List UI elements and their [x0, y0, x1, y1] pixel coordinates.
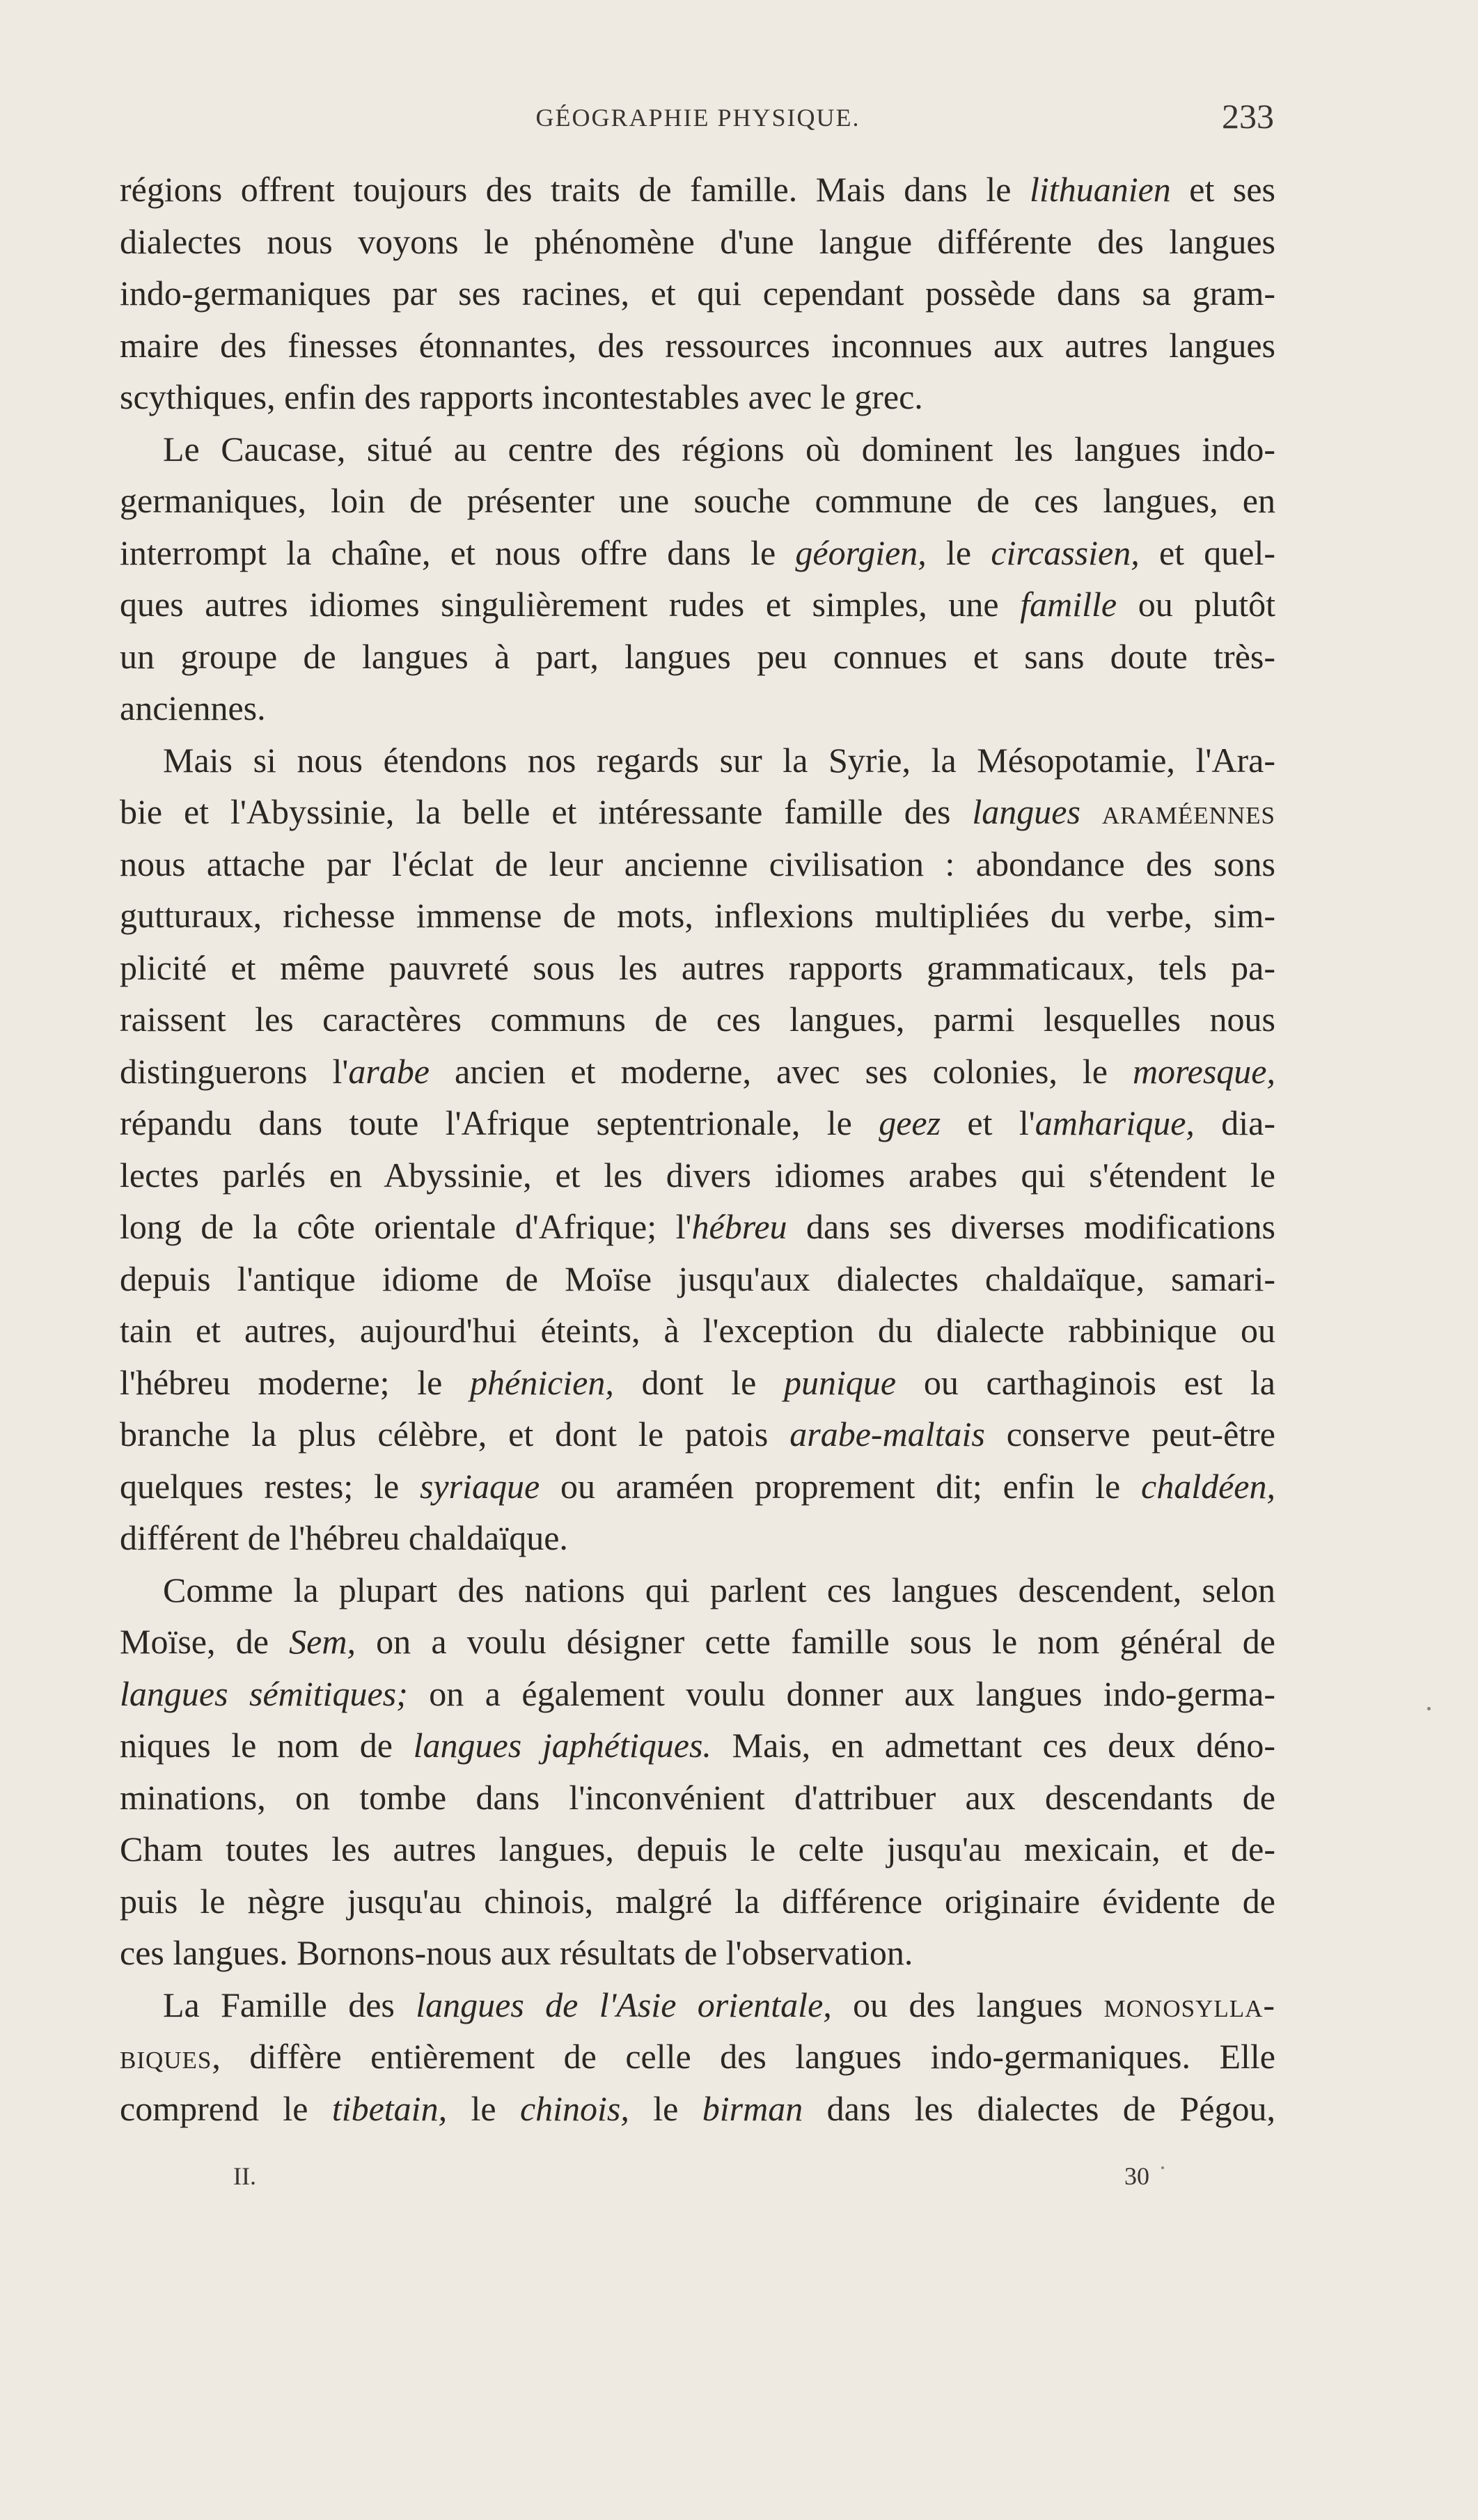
text-line [120, 1564, 1275, 1616]
italic-term: langues de l'Asie orientale, [416, 1985, 832, 2024]
text-segment: anciennes. [120, 688, 266, 727]
text-line [120, 1616, 1275, 1668]
text-segment: ques autres idiomes singulièrement rudes et simples, une [120, 585, 1021, 624]
paper-speck [1427, 1707, 1431, 1710]
italic-term: circassien, [991, 533, 1140, 572]
italic-term: moresque, [1132, 1051, 1275, 1091]
text-segment: ou des langues [831, 1985, 1104, 2024]
text-line [120, 1772, 1275, 1824]
text-segment: , diffère entièrement de celle des langues indo-germaniques. Elle [212, 2037, 1275, 2076]
text-segment: dialectes nous voyons le phénomène d'une langue différente des langues [120, 221, 1275, 261]
text-line [120, 1357, 1275, 1409]
italic-term: amharique, [1035, 1103, 1195, 1142]
text-segment: indo-germaniques par ses racines, et qui cependant possède dans sa gram- [120, 274, 1275, 313]
text-segment: Moïse, de [120, 1622, 290, 1661]
text-line [120, 267, 1275, 320]
text-line [120, 371, 1275, 423]
text-line [120, 1253, 1275, 1305]
text-line [120, 1668, 1275, 1720]
sheet-number: 30 [1124, 2162, 1149, 2190]
italic-term: hébreu [691, 1207, 787, 1246]
text-line [120, 631, 1275, 683]
text-line [120, 1305, 1275, 1357]
text-line [120, 1979, 1275, 2031]
text-segment: comprend le [120, 2088, 332, 2128]
small-caps-term: monosylla- [1103, 1985, 1275, 2024]
text-line [120, 2031, 1275, 2083]
italic-term: langues japhétiques. [413, 1726, 712, 1765]
text-segment: ou plutôt [1117, 585, 1275, 624]
text-segment [1080, 792, 1102, 831]
text-segment: interrompt la chaîne, et nous offre dans le [120, 533, 796, 572]
text-segment: et l' [941, 1103, 1035, 1142]
text-segment: ou araméen proprement dit; enfin le [540, 1466, 1142, 1506]
text-segment: ou carthaginois est la [896, 1362, 1275, 1402]
text-line [120, 2083, 1275, 2135]
signature-mark: II. [233, 2162, 256, 2190]
text-segment: branche la plus célèbre, et dont le patois [120, 1415, 790, 1454]
text-segment: différent de l'hébreu chaldaïque. [120, 1518, 568, 1557]
text-segment: germaniques, loin de présenter une souche commune de ces langues, en [120, 481, 1275, 520]
text-line [120, 1875, 1275, 1928]
text-segment: un groupe de langues à part, langues peu connues et sans doute très- [120, 636, 1275, 676]
body-text [120, 164, 1275, 2134]
text-line [120, 578, 1275, 631]
text-line [120, 734, 1275, 787]
text-segment: dans les dialectes de Pégou, [803, 2088, 1275, 2128]
italic-term: langues [972, 792, 1080, 831]
page-footer [122, 2161, 1274, 2196]
text-line [120, 216, 1275, 268]
text-segment: minations, on tombe dans l'inconvénient d'attribuer aux descendants de [120, 1777, 1275, 1817]
text-segment: dans ses diverses modifications [787, 1207, 1275, 1246]
paper-speck [1161, 2166, 1164, 2169]
text-segment: le [926, 533, 991, 572]
text-segment: scythiques, enfin des rapports incontestables avec le grec. [120, 377, 923, 416]
page-number: 233 [1222, 97, 1274, 136]
text-segment: bie et l'Abyssinie, la belle et intéressante famille des [120, 792, 973, 831]
text-segment: Comme la plupart des nations qui parlent ces langues descendent, selon [163, 1570, 1275, 1609]
text-segment: dia- [1194, 1103, 1275, 1142]
text-line [120, 1823, 1275, 1875]
text-segment: on a voulu désigner cette famille sous le nom général de [355, 1622, 1275, 1661]
italic-term: geez [879, 1103, 941, 1142]
text-segment: distinguerons l' [120, 1051, 349, 1091]
italic-term: arabe-maltais [789, 1415, 985, 1454]
text-segment: maire des finesses étonnantes, des ressources inconnues aux autres langues [120, 325, 1275, 365]
text-line [120, 890, 1275, 942]
italic-term: lithuanien [1030, 170, 1171, 209]
small-caps-term: biques [120, 2037, 212, 2076]
text-segment: le [629, 2088, 702, 2128]
text-segment: depuis l'antique idiome de Moïse jusqu'aux dialectes chaldaïque, samari- [120, 1259, 1275, 1298]
small-caps-term: araméennes [1101, 792, 1275, 831]
text-line [120, 1149, 1275, 1202]
text-line [120, 1201, 1275, 1253]
text-line [120, 423, 1275, 475]
text-line [120, 1097, 1275, 1149]
italic-term: Sem, [289, 1622, 356, 1661]
text-segment: répandu dans toute l'Afrique septentrionale, le [120, 1103, 879, 1142]
text-segment: tain et autres, aujourd'hui éteints, à l'exception du dialecte rabbinique ou [120, 1311, 1275, 1350]
text-line [120, 1512, 1275, 1564]
text-segment: lectes parlés en Abyssinie, et les divers idiomes arabes qui s'étendent le [120, 1155, 1275, 1195]
text-segment: ancien et moderne, avec ses colonies, le [430, 1051, 1133, 1091]
italic-term: birman [702, 2088, 803, 2128]
italic-term: tibetain, [331, 2088, 448, 2128]
text-line [120, 320, 1275, 372]
text-line [120, 1927, 1275, 1979]
text-line [120, 838, 1275, 890]
text-segment: Cham toutes les autres langues, depuis le celte jusqu'au mexicain, et de- [120, 1829, 1275, 1868]
text-segment: long de la côte orientale d'Afrique; l' [120, 1207, 692, 1246]
text-segment: régions offrent toujours des traits de famille. Mais dans le [120, 170, 1030, 209]
text-segment: nous attache par l'éclat de leur ancienne civilisation : abondance des sons [120, 844, 1275, 883]
italic-term: langues sémitiques; [120, 1674, 408, 1713]
text-segment: ces langues. Bornons-nous aux résultats de l'observation. [120, 1933, 913, 1972]
italic-term: famille [1020, 585, 1117, 624]
text-segment: La Famille des [163, 1985, 416, 2024]
italic-term: chinois, [519, 2088, 629, 2128]
text-line [120, 1408, 1275, 1460]
text-segment: et quel- [1139, 533, 1275, 572]
text-segment: niques le nom de [120, 1726, 414, 1765]
text-segment: on a également voulu donner aux langues indo-germa- [407, 1674, 1275, 1713]
italic-term: phénicien, [470, 1362, 614, 1402]
text-segment: Mais, en admettant ces deux déno- [711, 1726, 1275, 1765]
italic-term: syriaque [419, 1466, 540, 1506]
text-segment: plicité et même pauvreté sous les autres rapports grammaticaux, tels pa- [120, 947, 1275, 987]
running-head [122, 96, 1274, 138]
text-line [120, 786, 1275, 838]
text-segment: puis le nègre jusqu'au chinois, malgré la différence originaire évidente de [120, 1881, 1275, 1921]
text-segment: raissent les caractères communs de ces langues, parmi lesquelles nous [120, 1000, 1275, 1039]
text-line [120, 164, 1275, 216]
text-segment: Mais si nous étendons nos regards sur la Syrie, la Mésopotamie, l'Ara- [163, 740, 1275, 780]
text-segment: Le Caucase, situé au centre des régions où dominent les langues indo- [163, 429, 1275, 468]
text-line [120, 1046, 1275, 1098]
text-line [120, 1460, 1275, 1513]
text-segment: quelques restes; le [120, 1466, 420, 1506]
italic-term: punique [784, 1362, 897, 1402]
italic-term: arabe [348, 1051, 430, 1091]
text-line [120, 475, 1275, 527]
text-segment: l'hébreu moderne; le [120, 1362, 470, 1402]
running-title: GÉOGRAPHIE PHYSIQUE. [535, 104, 860, 132]
text-segment: dont le [613, 1362, 785, 1402]
text-segment: gutturaux, richesse immense de mots, inflexions multipliées du verbe, sim- [120, 896, 1275, 935]
text-line [120, 993, 1275, 1046]
text-line [120, 942, 1275, 994]
text-line [120, 527, 1275, 579]
text-segment: le [447, 2088, 520, 2128]
text-segment: conserve peut-être [984, 1415, 1275, 1454]
text-line [120, 682, 1275, 734]
italic-term: chaldéen, [1141, 1466, 1275, 1506]
italic-term: géorgien, [795, 533, 927, 572]
text-segment: et ses [1170, 170, 1275, 209]
text-line [120, 1719, 1275, 1772]
